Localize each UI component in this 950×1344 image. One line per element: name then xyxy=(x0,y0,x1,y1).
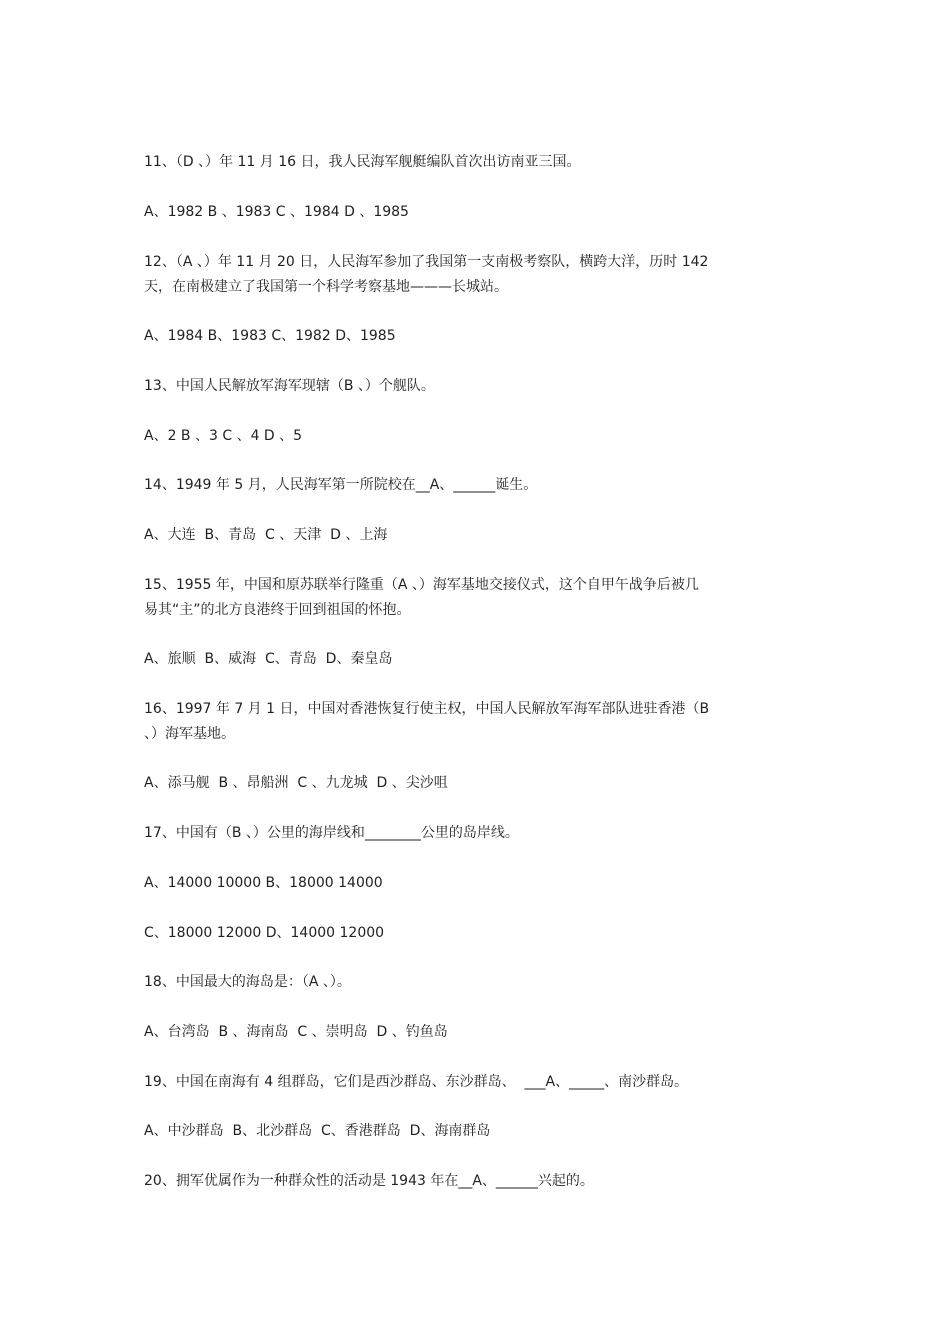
question-16-continued: 、）海军基地。 xyxy=(144,726,235,742)
question-17-options-cd: C、18000 12000 D、14000 12000 xyxy=(144,925,385,941)
question-15-options: A、旅顺 B、威海 C、青岛 D、秦皇岛 xyxy=(144,651,393,667)
question-14-options: A、大连 B、青岛 C 、天津 D 、上海 xyxy=(144,527,388,543)
question-12-continued: 天，在南极建立了我国第一个科学考察基地———长城站。 xyxy=(144,279,508,295)
question-12: 12、（A 、）年 11 月 20 日，人民海军参加了我国第一支南极考察队，横跨大洋，历时 142 xyxy=(144,254,709,270)
question-14: 14、1949 年 5 月，人民海军第一所院校在__A、______诞生。 xyxy=(144,477,538,493)
question-17-options-ab: A、14000 10000 B、18000 14000 xyxy=(144,875,383,891)
question-18: 18、中国最大的海岛是：（A 、）。 xyxy=(144,974,351,990)
question-19: 19、中国在南海有 4 组群岛，它们是西沙群岛、东沙群岛、 ___A、_____、南沙群岛。 xyxy=(144,1074,689,1090)
question-11-options: A、1982 B 、1983 C 、1984 D 、1985 xyxy=(144,204,409,220)
question-19-options: A、中沙群岛 B、北沙群岛 C、香港群岛 D、海南群岛 xyxy=(144,1123,491,1139)
question-17: 17、中国有（B 、）公里的海岸线和________公里的岛岸线。 xyxy=(144,825,519,841)
question-15: 15、1955 年，中国和原苏联举行隆重（A 、）海军基地交接仪式，这个自甲午战争后被几 xyxy=(144,577,699,593)
question-11: 11、（D 、）年 11 月 16 日，我人民海军舰艇编队首次出访南亚三国。 xyxy=(144,154,581,170)
question-13: 13、中国人民解放军海军现辖（B 、）个舰队。 xyxy=(144,378,435,394)
question-16: 16、1997 年 7 月 1 日，中国对香港恢复行使主权，中国人民解放军海军部队进驻香港（B xyxy=(144,701,710,717)
question-15-continued: 易其“主”的北方良港终于回到祖国的怀抱。 xyxy=(144,602,411,618)
question-16-options: A、添马舰 B 、昂船洲 C 、九龙城 D 、尖沙咀 xyxy=(144,775,448,791)
question-13-options: A、2 B 、3 C 、4 D 、5 xyxy=(144,428,303,444)
question-20: 20、拥军优属作为一种群众性的活动是 1943 年在__A、______兴起的。 xyxy=(144,1173,594,1189)
question-18-options: A、台湾岛 B 、海南岛 C 、崇明岛 D 、钓鱼岛 xyxy=(144,1024,448,1040)
question-12-options: A、1984 B、1983 C、1982 D、1985 xyxy=(144,328,396,344)
